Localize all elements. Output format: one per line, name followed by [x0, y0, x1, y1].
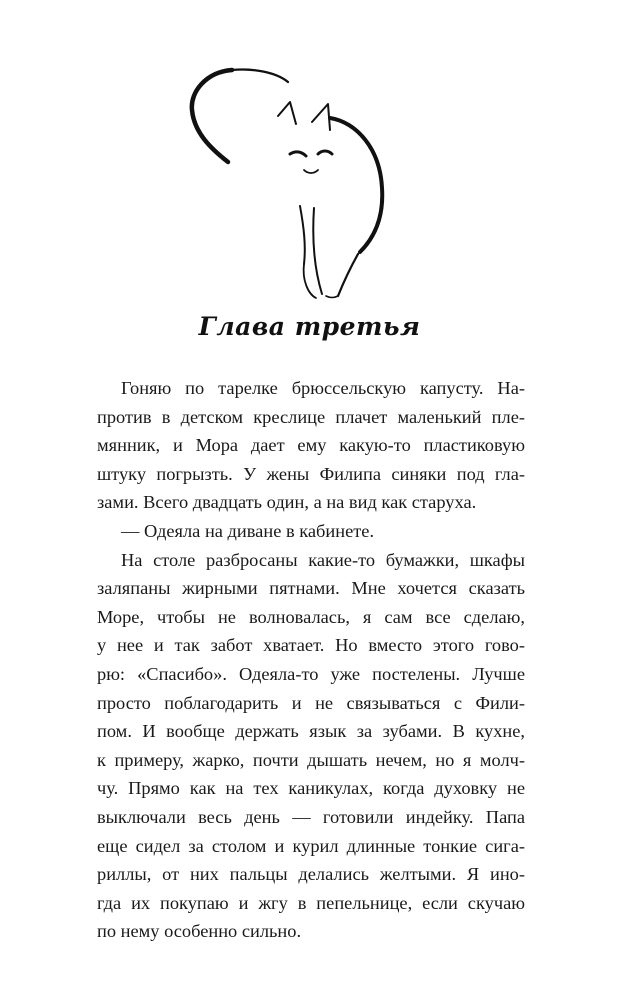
- text-line: штуку погрызть. У жены Филипа синяки под гла-: [97, 463, 525, 484]
- text-line: выключали весь день — готовили индейку. Папа: [97, 806, 525, 827]
- text-line: у нее и так забот хватает. Но вместо этого гово-: [97, 635, 525, 656]
- dialogue-line: — Одеяла на диване в кабинете.: [121, 520, 375, 541]
- text-line: к примеру, жарко, почти дышать нечем, но я молч-: [97, 749, 525, 770]
- text-line: еще сидел за столом и курил длинные тонкие сига-: [97, 835, 525, 856]
- cat-line-drawing-icon: [180, 58, 400, 308]
- text-line: чу. Прямо как на тех каникулах, когда духовку не: [97, 778, 525, 799]
- text-line: по нему особенно сильно.: [97, 921, 302, 942]
- text-line: На столе разбросаны какие-то бумажки, шкафы: [121, 549, 525, 570]
- text-line: просто поблагодарить и не связываться с Фили-: [97, 692, 525, 713]
- text-line: риллы, от них пальцы делались желтыми. Я ино-: [97, 864, 525, 885]
- text-line: Море, чтобы не волновалась, я сам все сделаю,: [97, 606, 525, 627]
- body-text: [97, 374, 525, 946]
- text-line: зами. Всего двадцать один, а на вид как старуха.: [97, 492, 477, 513]
- text-line: Гоняю по тарелке брюссельскую капусту. На-: [121, 378, 525, 398]
- text-line: против в детском креслице плачет маленький пле-: [97, 406, 525, 427]
- text-line: заляпаны жирными пятнами. Мне хочется сказать: [97, 578, 525, 599]
- chapter-title: Глава третья: [198, 312, 421, 341]
- text-line: гда их покупаю и жгу в пепельнице, если скучаю: [97, 892, 525, 913]
- text-line: рю: «Спасибо». Одеяла-то уже постелены. Лучше: [97, 663, 525, 684]
- text-line: пом. И вообще держать язык за зубами. В кухне,: [97, 721, 525, 742]
- text-line: мянник, и Мора дает ему какую-то пластиковую: [97, 435, 525, 456]
